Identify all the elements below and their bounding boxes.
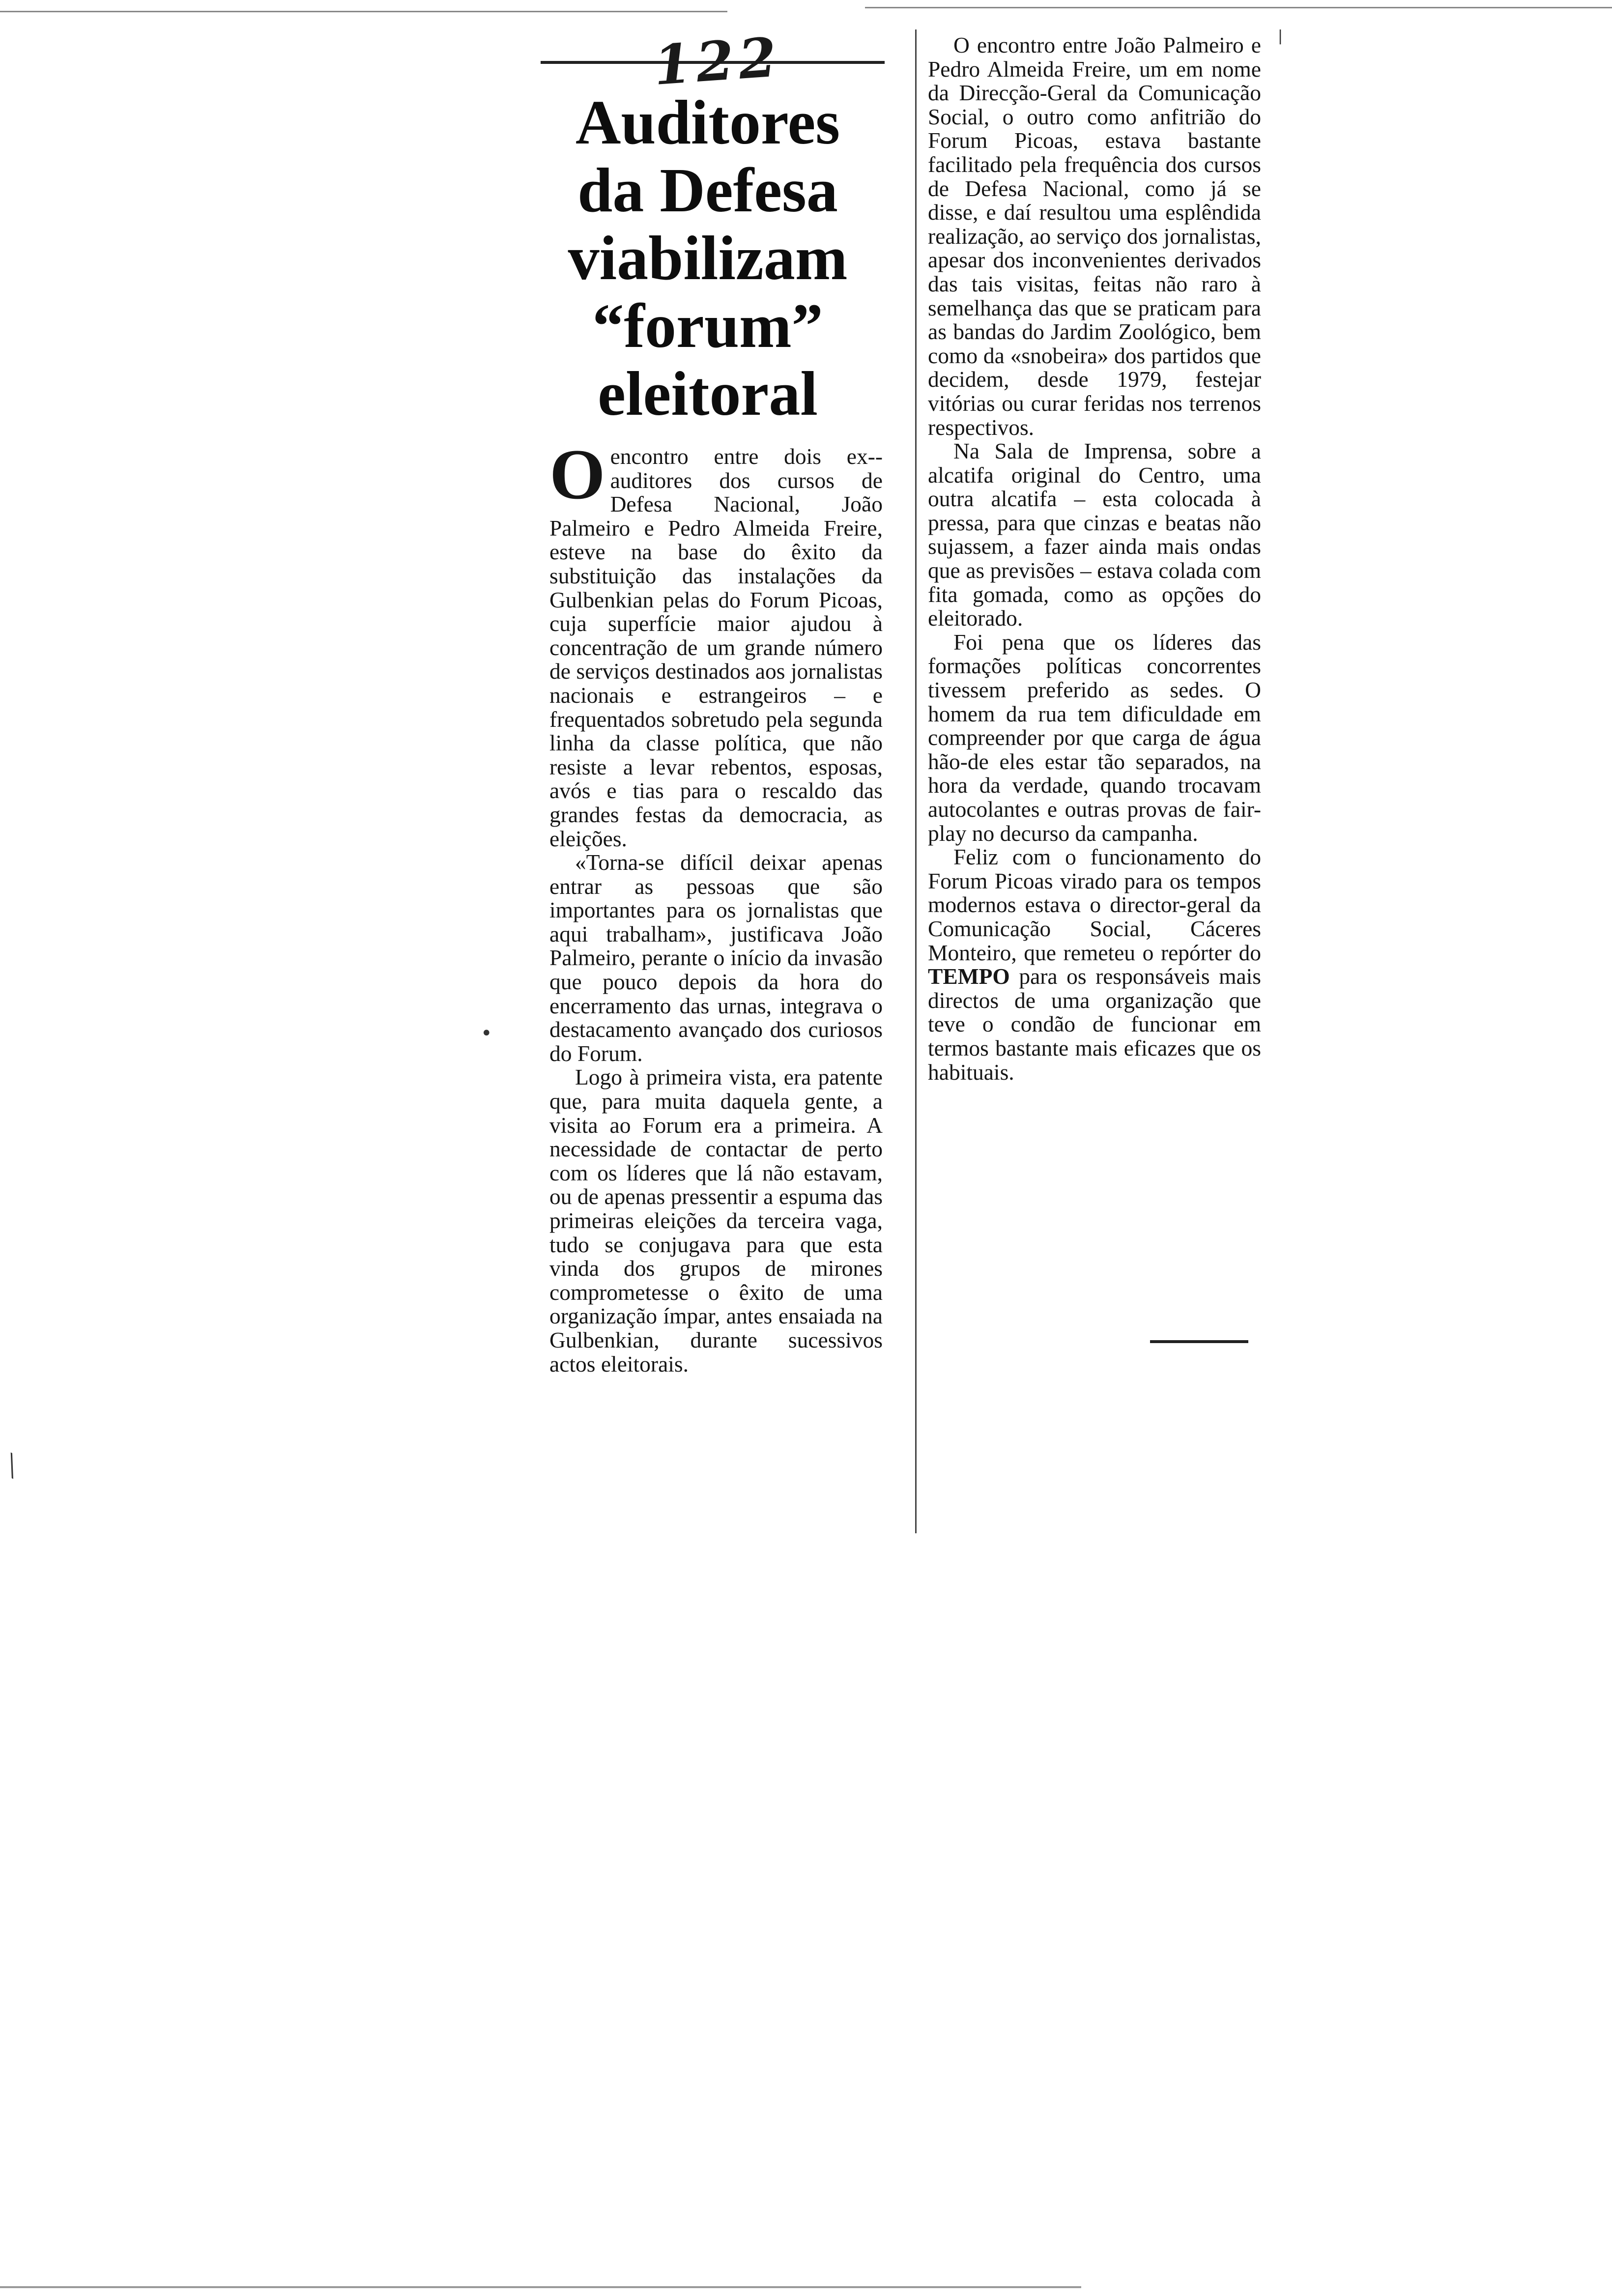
drop-cap: O xyxy=(549,434,605,514)
paragraph-text: para os responsáveis mais directos de uma organização que teve o condão de funcionar em termos bastante mais eficazes que os habituais. xyxy=(928,964,1261,1085)
paragraph-text: encontro entre dois ex--auditores dos cursos de Defesa Nacional, João Palmeiro e Pedro Almeida Freire, esteve na base do êxito da substituição das instalações da Gulbenkian pelas do Forum Picoas, cuja superfície maior ajudou à concentração de um grande número de serviços destinados aos jornalistas nacionais e estrangeiros – e frequentados sobretudo pela segunda linha da classe política, que não resiste a levar rebentos, esposas, avós e tias para o rescaldo das grandes festas da democracia, as eleições. xyxy=(549,444,883,851)
headline-line-1: Auditores xyxy=(575,87,840,157)
headline-line-4: “forum” xyxy=(592,291,823,361)
newspaper-name: TEMPO xyxy=(928,964,1010,989)
paragraph: «Torna-se difícil deixar apenas entrar as pessoas que são importantes para os jornalistas que aqui trabalham», justificava João Palmeiro, perante o início da invasão que pouco depois da hora do encerramento das urnas, integrava o destacamento avançado dos curiosos do Forum. xyxy=(549,850,883,1066)
scan-mark-dot: • xyxy=(481,1022,492,1045)
handwritten-page-number: 122 xyxy=(651,25,783,97)
scan-mark-tick: | xyxy=(1278,28,1283,45)
headline-line-3: viabilizam xyxy=(568,223,848,293)
paragraph: O encontro entre João Palmeiro e Pedro Almeida Freire, um em nome da Direcção-Geral da Comunicação Social, o outro como anfitrião do Forum Picoas, estava bastante facilitado pela frequência dos cursos de Defesa Nacional, como já se disse, e daí resultou uma esplêndida realização, ao serviço dos jornalistas, apesar dos inconvenientes derivados das tais visitas, feitas não raro à semelhança das que se praticam para as bandas do Jardim Zoológico, bem como da «snobeira» dos partidos que decidem, desde 1979, festejar vitórias ou curar feridas nos terrenos respectivos. xyxy=(928,32,1261,440)
article-column-left xyxy=(549,434,883,1377)
paragraph: Na Sala de Imprensa, sobre a alcatifa original do Centro, uma outra alcatifa – esta colocada à pressa, para que cinzas e beatas não sujassem, a fazer ainda mais ondas que as previsões – estava colada com fita gomada, como as opções do eleitorado. xyxy=(928,438,1261,631)
article-end-rule xyxy=(1150,1340,1248,1343)
bottom-scan-edge xyxy=(0,2286,1081,2288)
scan-mark-corner: ╲ xyxy=(1,1453,22,1479)
paragraph-text: Feliz com o funcionamento do Forum Picoas virado para os tempos modernos estava o director-geral da Comunicação Social, Cáceres Monteiro, que remeteu o repórter do xyxy=(928,844,1261,965)
headline-line-5: eleitoral xyxy=(598,359,818,429)
column-divider xyxy=(915,29,917,1533)
paragraph xyxy=(549,434,883,851)
top-rule-right xyxy=(865,7,1612,8)
article-column-right xyxy=(928,33,1261,1084)
paragraph xyxy=(928,845,1261,1084)
paragraph: Logo à primeira vista, era patente que, para muita daquela gente, a visita ao Forum era a primeira. A necessidade de contactar de perto com os líderes que lá não estavam, ou de apenas pressentir a espuma das primeiras eleições da terceira vaga, tudo se conjugava para que esta vinda dos grupos de mirones comprometesse o êxito de uma organização ímpar, antes ensaiada na Gulbenkian, durante sucessivos actos eleitorais. xyxy=(549,1064,883,1377)
headline-line-2: da Defesa xyxy=(577,155,838,225)
top-rule-left xyxy=(0,11,727,12)
headline xyxy=(541,88,875,428)
paragraph: Foi pena que os líderes das formações políticas concorrentes tivessem preferido as sedes. O homem da rua tem dificuldade em compreender por que carga de água hão-de eles estar tão separados, na hora da verdade, quando trocavam autocolantes e outras provas de fair-play no decurso da campanha. xyxy=(928,629,1261,846)
